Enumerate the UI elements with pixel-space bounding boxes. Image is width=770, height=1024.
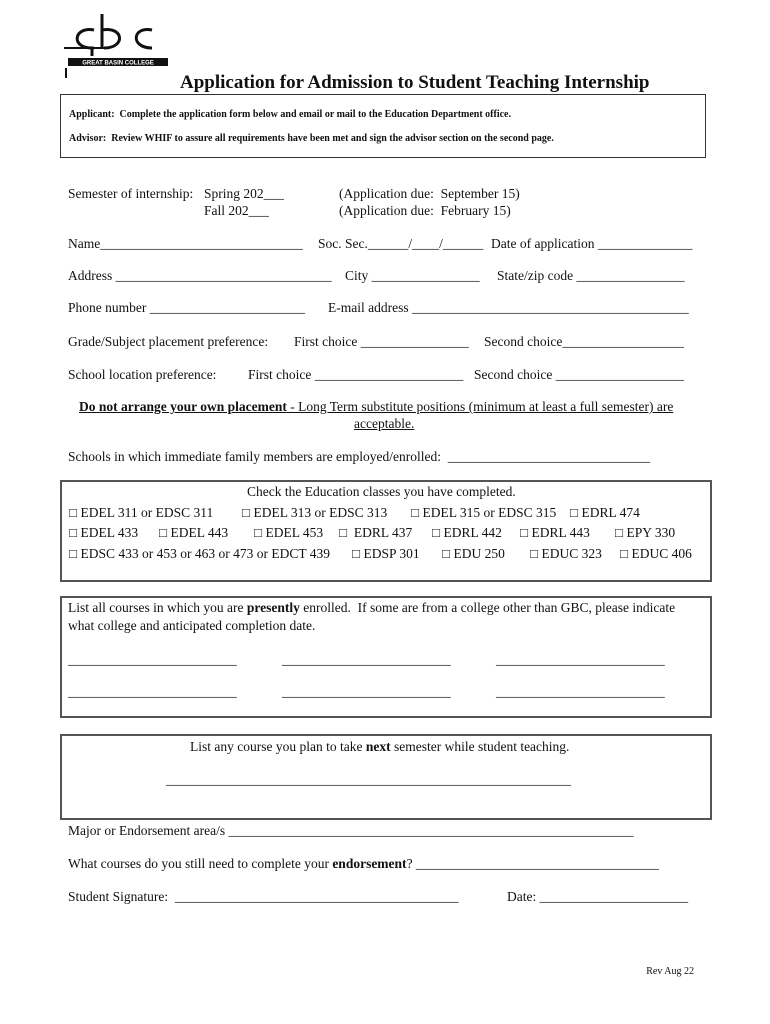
class-checkbox[interactable]: □ EDUC 406 <box>620 546 692 561</box>
grade-preference-label: Grade/Subject placement preference: <box>68 334 269 349</box>
school-preference-label: School location preference: <box>68 367 217 382</box>
class-checkbox[interactable]: □ EDSP 301 <box>352 546 420 561</box>
class-checkbox[interactable]: □ EDSC 433 or 453 or 463 or 473 or EDCT 439 <box>69 546 331 561</box>
next-courses-bold: next <box>365 739 391 754</box>
page-title: Application for Admission to Student Teaching Internship <box>180 72 650 93</box>
revision-note: Rev Aug 22 <box>646 966 694 977</box>
class-checkbox[interactable]: □ EDEL 453 <box>254 525 324 540</box>
spring-due: (Application due: September 15) <box>339 186 520 201</box>
present-courses-text-b: enrolled. If some are from a college other than GBC, please indicate <box>299 600 676 615</box>
endorsement-bold: endorsement <box>332 856 407 871</box>
grade-second-choice-field[interactable]: Second choice__________________ <box>484 334 684 349</box>
student-signature-field[interactable]: Student Signature: __________________________________________ <box>68 889 459 904</box>
grade-first-choice-field[interactable]: First choice ________________ <box>294 334 469 349</box>
semester-label: Semester of internship: <box>68 186 194 201</box>
present-course-blank[interactable]: _________________________ <box>282 684 451 699</box>
present-courses-text <box>68 600 675 616</box>
class-checkbox[interactable]: □ EDEL 433 <box>69 525 139 540</box>
major-field[interactable]: Major or Endorsement area/s ____________________________________________________________ <box>68 823 634 838</box>
next-course-blank[interactable]: ____________________________________________________________ <box>166 772 571 787</box>
email-field[interactable]: E-mail address _________________________________________ <box>328 300 689 315</box>
endorsement-field[interactable] <box>68 856 659 872</box>
present-courses-bold: presently <box>246 600 300 615</box>
next-courses-text-b: semester while student teaching. <box>390 739 570 754</box>
date-of-application-field[interactable]: Date of application ______________ <box>491 236 693 251</box>
present-course-blank[interactable]: _________________________ <box>282 652 451 667</box>
fall-due: (Application due: February 15) <box>339 203 511 218</box>
address-field[interactable]: Address ________________________________ <box>68 268 332 283</box>
present-course-blank[interactable]: _________________________ <box>68 652 237 667</box>
classes-heading: Check the Education classes you have completed. <box>247 484 516 499</box>
ssn-field[interactable]: Soc. Sec.______/____/______ <box>318 236 484 251</box>
state-zip-field[interactable]: State/zip code ________________ <box>497 268 685 283</box>
advisor-instruction: Advisor: Review WHIF to assure all requirements have been met and sign the advisor section on the second page. <box>69 133 554 144</box>
class-checkbox[interactable]: □ EDEL 311 or EDSC 311 <box>69 505 214 520</box>
semester-fall[interactable]: Fall 202___ <box>204 203 269 218</box>
class-checkbox[interactable]: □ EDRL 437 <box>339 525 413 540</box>
class-checkbox[interactable]: □ EDRL 443 <box>520 525 590 540</box>
placement-note-rest: - Long Term substitute positions (minimum at least a full semester) are <box>286 399 674 414</box>
college-logo <box>64 8 174 80</box>
class-checkbox[interactable]: □ EPY 330 <box>615 525 676 540</box>
city-field[interactable]: City ________________ <box>345 268 480 283</box>
school-second-choice-field[interactable]: Second choice ___________________ <box>474 367 684 382</box>
class-checkbox[interactable]: □ EDRL 442 <box>432 525 502 540</box>
family-schools-field[interactable]: Schools in which immediate family members are employed/enrolled: ______________________________ <box>68 449 651 464</box>
present-course-blank[interactable]: _________________________ <box>68 684 237 699</box>
class-checkbox[interactable]: □ EDU 250 <box>442 546 505 561</box>
placement-note-line2: acceptable. <box>354 416 415 431</box>
class-checkbox[interactable]: □ EDRL 474 <box>570 505 640 520</box>
class-checkbox[interactable]: □ EDUC 323 <box>530 546 602 561</box>
endorsement-text-a: What courses do you still need to complete your <box>68 856 333 871</box>
endorsement-text-b: ? ____________________________________ <box>406 856 659 871</box>
semester-spring[interactable]: Spring 202___ <box>204 186 284 201</box>
placement-note-bold: Do not arrange your own placement <box>79 399 287 414</box>
logo-text: GREAT BASIN COLLEGE <box>82 60 154 67</box>
name-field[interactable]: Name______________________________ <box>68 236 303 251</box>
instructions-box <box>60 94 706 158</box>
phone-field[interactable]: Phone number _______________________ <box>68 300 305 315</box>
present-course-blank[interactable]: _________________________ <box>496 684 665 699</box>
next-courses-text <box>190 739 569 755</box>
applicant-instruction: Applicant: Complete the application form below and email or mail to the Education Department office. <box>69 109 511 120</box>
present-courses-line2: what college and anticipated completion date. <box>68 618 316 633</box>
placement-note <box>79 399 673 415</box>
present-course-blank[interactable]: _________________________ <box>496 652 665 667</box>
school-first-choice-field[interactable]: First choice ______________________ <box>248 367 464 382</box>
present-courses-text-a: List all courses in which you are <box>68 600 247 615</box>
class-checkbox[interactable]: □ EDEL 315 or EDSC 315 <box>411 505 557 520</box>
signature-date-field[interactable]: Date: ______________________ <box>507 889 689 904</box>
class-checkbox[interactable]: □ EDEL 443 <box>159 525 229 540</box>
class-checkbox[interactable]: □ EDEL 313 or EDSC 313 <box>242 505 388 520</box>
next-courses-text-a: List any course you plan to take <box>190 739 366 754</box>
